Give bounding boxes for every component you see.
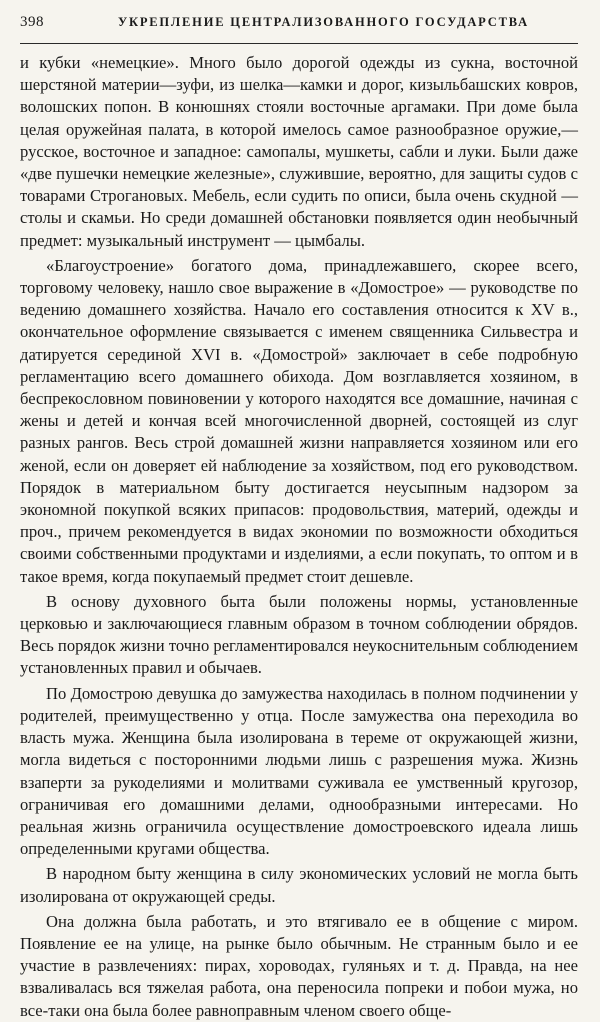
- paragraph: В основу духовного быта были положены нормы, установленные церковью и заключающиеся главным образом в точном соблюдении обрядов. Весь порядок жизни точно регламентировался неукоснительным соблюдением установленных правил и обычаев.: [20, 591, 578, 678]
- paragraph: По Домострою девушка до замужества находилась в полном подчинении у родителей, преимущественно у отца. После замужества она переходила во власть мужа. Женщина была изолирована в тереме от окружающей жизни, могла видеться с посторонними людьми лишь с разрешения мужа. Жизнь взаперти за рукоделиями и молитвами суживала ее умственный кругозор, ограничивая его домашними делами, однообразными интересами. Но реальная жизнь ограничила осуществление домостроевского идеала лишь определенными кругами общества.: [20, 683, 578, 859]
- page-header: [20, 14, 578, 44]
- body-text: [20, 52, 578, 1022]
- page-number: 398: [20, 14, 44, 30]
- paragraph: Она должна была работать, и это втягивало ее в общение с миром. Появление ее на улице, на рынке было обычным. Не странным было и ее участие в развлечениях: пирах, хороводах, гуляньях и т. д. Правда, на нее взваливалась вся тяжелая работа, она переносила попреки и побои мужа, но все-таки она была более равноправным членом своего обще-: [20, 911, 578, 1020]
- paragraph: и кубки «немецкие». Много было дорогой одежды из сукна, восточной шерстяной материи—зуфи, из шелка—камки и дорог, кизыльбашских ковров, волошских попон. В конюшнях стояли восточные аргамаки. При доме была целая оружейная палата, в которой имелось самое разнообразное оружие,— русское, восточное и западное: самопалы, мушкеты, сабли и луки. Были даже «две пушечки немецкие железные», служившие, вероятно, для защиты судов с товарами Строгановых. Мебель, если судить по описи, была очень скудной — столы и скамьи. Но среди домашней обстановки появляется один необычный предмет: музыкальный инструмент — цымбалы.: [20, 53, 578, 250]
- paragraph: В народном быту женщина в силу экономических условий не могла быть изолирована от окружающей среды.: [20, 864, 578, 906]
- paragraph: «Благоустроение» богатого дома, принадлежавшего, скорее всего, торговому человеку, нашло свое выражение в «Домострое» — руководстве по ведению домашнего хозяйства. Начало его составления относится к XV в., окончательное оформление связывается с именем священника Сильвестра и датируется серединой XVI в. «Домострой» заключает в себе подробную регламентацию всего домашнего обихода. Дом возглавляется хозяином, в беспрекословном повиновении у которого находятся все домашние, начиная с жены и детей и кончая всей многочисленной дворней, состоящей из слуг разных рангов. Весь строй домашней жизни направляется хозяином или его женой, если он доверяет ей наблюдение за хозяйством, под его руководством. Порядок в материальном быту достигается неусыпным надзором за экономной покупкой всяких припасов: продовольствия, материй, одежды и проч., причем рекомендуется в видах экономии по возможности обходиться своими собственными продуктами и изделиями, а если покупать, то оптом и в такое время, когда покупаемый предмет стоит дешевле.: [20, 255, 578, 586]
- running-title: УКРЕПЛЕНИЕ ЦЕНТРАЛИЗОВАННОГО ГОСУДАРСТВА: [118, 15, 529, 29]
